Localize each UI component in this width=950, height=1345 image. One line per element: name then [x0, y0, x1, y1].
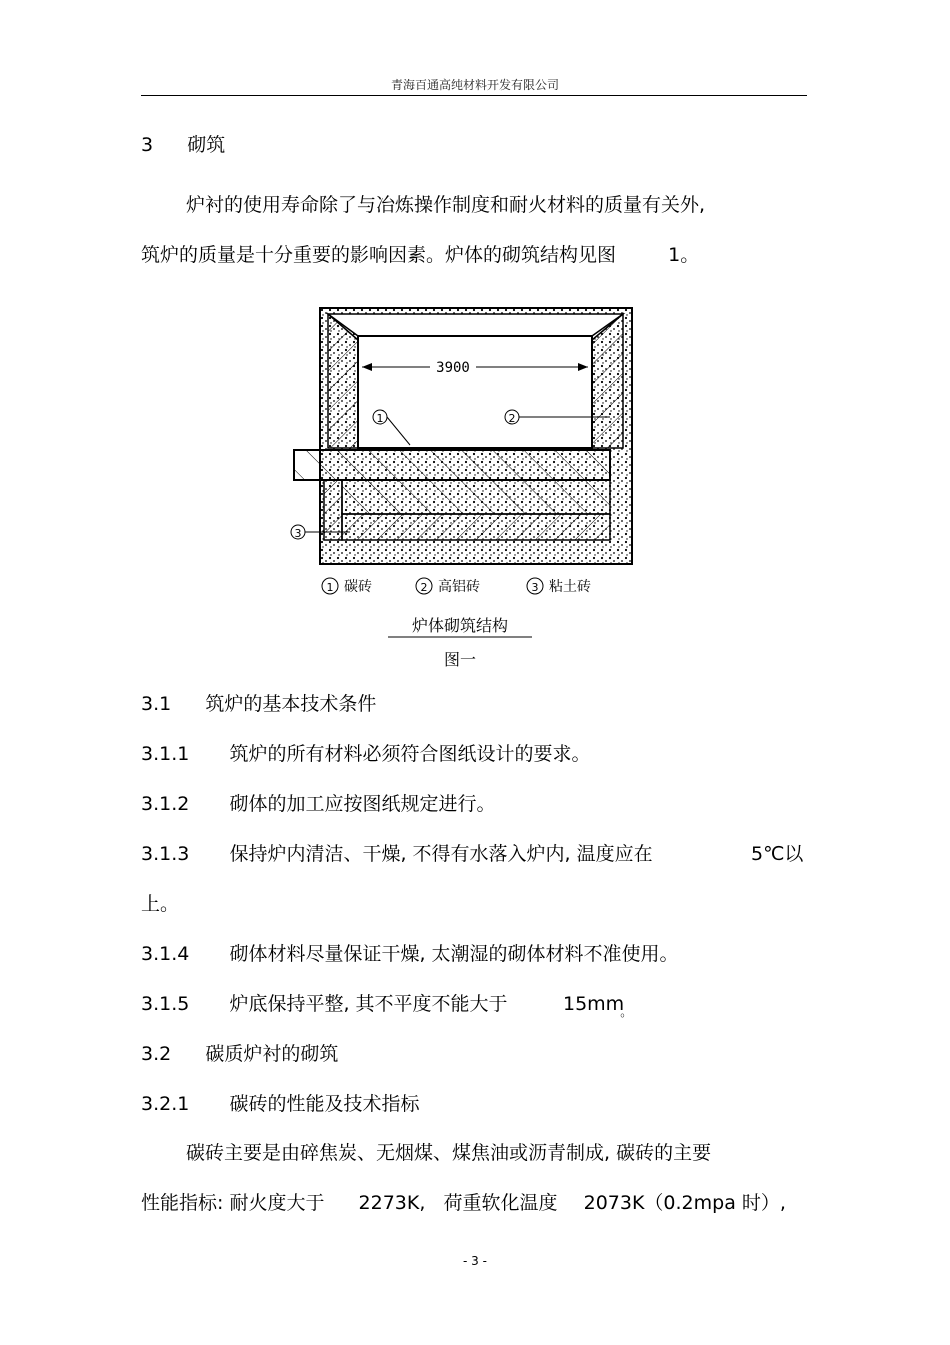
item-number: 3.1.3 — [141, 843, 190, 865]
clay-brick-layer — [342, 514, 610, 540]
intro-figure-ref: 1。 — [668, 244, 700, 266]
legend-clay-brick: 粘土砖 — [549, 579, 591, 595]
legend-carbon-brick: 碳砖 — [344, 579, 372, 595]
header-rule — [141, 95, 807, 96]
marker-2: 2 — [508, 412, 516, 425]
item-3-1-3-tail: 5℃以 — [751, 843, 804, 865]
subsection-3-2-1 — [141, 1092, 419, 1116]
item-text: 砌体的加工应按图纸规定进行。 — [229, 793, 496, 815]
figure-legend — [322, 578, 591, 595]
subsection-title: 碳砖的性能及技术指标 — [229, 1093, 420, 1115]
subsection-title: 碳质炉衬的砌筑 — [205, 1043, 339, 1065]
para-text-c: 荷重软化温度 — [443, 1192, 558, 1214]
item-number: 3.1.1 — [141, 743, 190, 765]
item-3-1-1 — [141, 742, 590, 766]
marker-3: 3 — [294, 527, 302, 540]
para-value-b: 2273K, — [358, 1192, 426, 1214]
item-text: 保持炉内清洁、干燥, 不得有水落入炉内, 温度应在 — [229, 843, 653, 865]
intro-line-2-text: 筑炉的质量是十分重要的影响因素。炉体的砌筑结构见图 — [141, 244, 617, 266]
subsection-3-1 — [141, 692, 376, 716]
header-company: 青海百通高纯材料开发有限公司 — [390, 78, 559, 92]
carbon-brick-layer — [294, 450, 610, 480]
furnace-diagram — [280, 300, 640, 680]
item-number: 3.1.2 — [141, 793, 190, 815]
item-text: 筑炉的所有材料必须符合图纸设计的要求。 — [229, 743, 591, 765]
svg-text:3: 3 — [531, 581, 539, 594]
section-number: 3 — [141, 134, 154, 156]
subsection-number: 3.2.1 — [141, 1093, 190, 1115]
item-text: 砌体材料尽量保证干燥, 太潮湿的砌体材料不准使用。 — [229, 943, 679, 965]
item-number: 3.1.4 — [141, 943, 190, 965]
section-title: 砌筑 — [187, 134, 226, 156]
marker-1: 1 — [376, 412, 384, 425]
section-heading — [141, 133, 225, 157]
intro-line-2 — [141, 243, 699, 267]
item-3-1-5-tail — [563, 992, 632, 1018]
figure-caption: 图一 — [443, 650, 477, 669]
item-3-1-4 — [141, 942, 679, 966]
item-period: 。 — [620, 1005, 633, 1019]
dimension-label: 3900 — [436, 360, 470, 376]
subsection-number: 3.1 — [141, 693, 172, 715]
item-3-1-2 — [141, 792, 495, 816]
para-value-d: 2073K（0.2mpa 时）, — [583, 1192, 786, 1214]
para-text-a: 性能指标: 耐火度大于 — [141, 1192, 325, 1214]
subsection-3-2 — [141, 1042, 338, 1066]
para-line-1: 碳砖主要是由碎焦炭、无烟煤、煤焦油或沥青制成, 碳砖的主要 — [186, 1142, 712, 1164]
figure-title: 炉体砌筑结构 — [411, 616, 509, 635]
svg-text:1: 1 — [326, 581, 334, 594]
item-value: 15mm — [563, 993, 625, 1015]
para-line-2 — [141, 1191, 786, 1215]
item-3-1-5 — [141, 992, 508, 1016]
subsection-title: 筑炉的基本技术条件 — [205, 693, 377, 715]
item-3-1-3-continuation: 上。 — [141, 893, 180, 915]
legend-high-alumina-brick: 高铝砖 — [438, 579, 480, 595]
item-text: 炉底保持平整, 其不平度不能大于 — [229, 993, 508, 1015]
svg-text:2: 2 — [420, 581, 428, 594]
intro-line-1: 炉衬的使用寿命除了与冶炼操作制度和耐火材料的质量有关外, — [186, 194, 706, 216]
item-number: 3.1.5 — [141, 993, 190, 1015]
subsection-number: 3.2 — [141, 1043, 172, 1065]
page-number: - 3 - — [463, 1254, 487, 1268]
working-chamber — [358, 336, 592, 448]
high-alumina-layer — [342, 480, 610, 514]
item-3-1-3 — [141, 842, 653, 866]
